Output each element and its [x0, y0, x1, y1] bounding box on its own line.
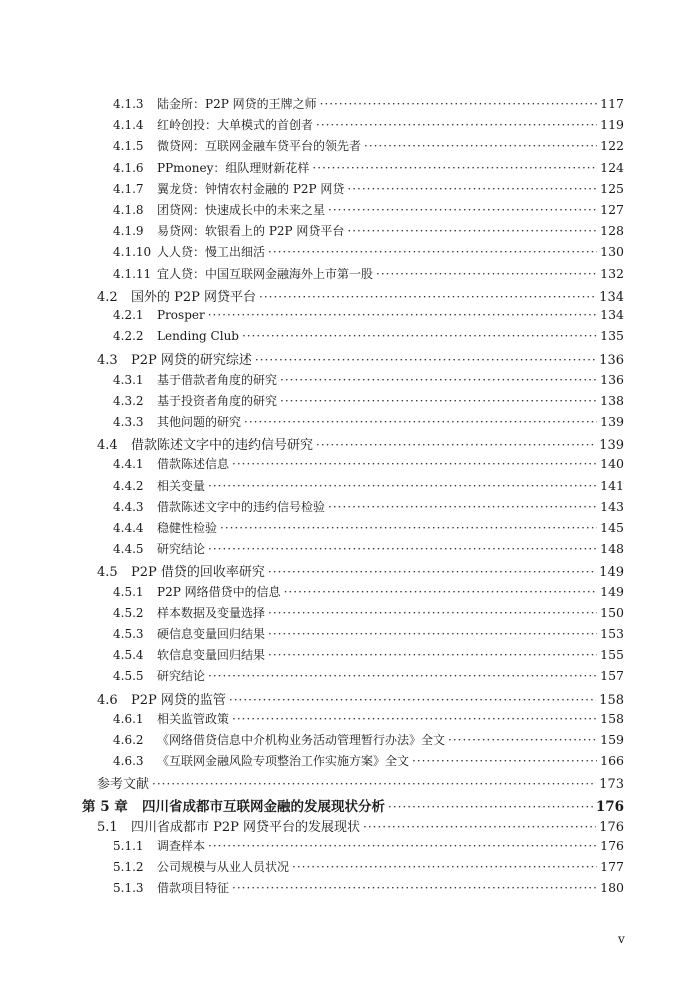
- toc-entry[interactable]: [113, 265, 624, 283]
- toc-entry-page: 136: [600, 371, 624, 387]
- toc-leader-dots: [312, 161, 597, 175]
- toc-entry[interactable]: [113, 477, 624, 495]
- toc-entry-number: 4.3: [97, 353, 118, 369]
- toc-leader-dots: [152, 777, 596, 791]
- toc-entry[interactable]: [113, 519, 624, 537]
- toc-entry-title: 研究结论: [157, 542, 206, 557]
- toc-entry-number: 4.3.1: [113, 372, 144, 387]
- toc-entry-title: 红岭创投：大单模式的首创者: [157, 118, 314, 133]
- toc-entry-number: 5.1.3: [113, 881, 144, 896]
- toc-entry-title: P2P 网贷的监管: [131, 692, 226, 708]
- toc-leader-dots: [347, 182, 597, 196]
- toc-entry[interactable]: [113, 540, 624, 558]
- toc-entry-number: 4.6.1: [113, 711, 144, 726]
- toc-entry-page: 150: [600, 604, 624, 620]
- toc-entry-number: 4.4: [97, 438, 118, 454]
- toc-entry-title: 借款陈述文字中的违约信号研究: [131, 438, 314, 454]
- toc-entry-number: 4.1.4: [113, 118, 144, 133]
- toc-entry-title: 基于投资者角度的研究: [157, 393, 278, 408]
- toc-leader-dots: [244, 415, 597, 429]
- toc-entry-number: 4.1.6: [113, 160, 144, 175]
- toc-entry-number: 4.5.2: [113, 605, 144, 620]
- toc-entry[interactable]: [113, 455, 624, 473]
- toc-entry[interactable]: [113, 710, 624, 728]
- toc-entry[interactable]: [113, 583, 624, 601]
- toc-entry-number: 4.6.3: [113, 754, 144, 769]
- toc-entry-title: 借款项目特征: [157, 881, 230, 896]
- toc-entry-title: Lending Club: [157, 329, 239, 344]
- toc-entry-title: 相关变量: [157, 478, 206, 493]
- toc-leader-dots: [388, 800, 593, 814]
- toc-leader-dots: [255, 353, 596, 367]
- toc-entry[interactable]: [97, 286, 624, 304]
- toc-leader-dots: [280, 394, 597, 408]
- toc-entry-number: 4.5.1: [113, 584, 144, 599]
- toc-entry-title: 调查样本: [157, 839, 206, 853]
- toc-entry-title: P2P 网络借贷中的信息: [157, 584, 281, 599]
- toc-entry-number: 4.5: [97, 565, 118, 581]
- toc-leader-dots: [268, 648, 597, 662]
- toc-entry-number: 4.4.4: [113, 521, 144, 535]
- toc-entry-page: 159: [600, 732, 624, 747]
- toc-leader-dots: [208, 542, 597, 556]
- toc-entry-page: 141: [600, 477, 624, 493]
- toc-entry-page: 127: [600, 202, 624, 217]
- toc-leader-dots: [316, 438, 596, 452]
- toc-entry-number: 4.5.4: [113, 648, 144, 663]
- toc-entry-title: 微贷网：互联网金融车贷平台的领先者: [157, 139, 362, 154]
- toc-leader-dots: [328, 203, 597, 217]
- toc-leader-dots: [347, 224, 597, 238]
- toc-entry[interactable]: [97, 689, 624, 707]
- toc-entry[interactable]: [113, 858, 624, 876]
- toc-leader-dots: [448, 733, 597, 747]
- toc-entry-title: 翼龙贷：钟情农村金融的 P2P 网贷: [157, 181, 345, 196]
- toc-entry[interactable]: [113, 604, 624, 622]
- toc-entry[interactable]: [113, 243, 624, 261]
- toc-leader-dots: [208, 839, 597, 853]
- toc-entry-title: 国外的 P2P 网贷平台: [131, 289, 257, 305]
- toc-leader-dots: [268, 627, 597, 641]
- toc-leader-dots: [320, 97, 598, 111]
- toc-entry-title: 基于借款者角度的研究: [157, 372, 278, 387]
- toc-entry-page: 158: [600, 710, 624, 726]
- toc-entry-page: 148: [600, 541, 624, 557]
- toc-entry-number: 4.6.2: [113, 733, 144, 747]
- toc-leader-dots: [229, 693, 596, 707]
- toc-entry[interactable]: [113, 222, 624, 240]
- toc-entry-page: 139: [600, 414, 624, 429]
- toc-entry[interactable]: [113, 201, 624, 219]
- toc-entry-number: 4.5.5: [113, 669, 144, 684]
- toc-entry-page: 166: [600, 753, 624, 769]
- toc-entry-title: Prosper: [157, 308, 205, 322]
- toc-entry-number: 5.1.2: [113, 860, 144, 875]
- toc-entry[interactable]: [113, 328, 624, 346]
- toc-entry-number: 4.1.3: [113, 97, 144, 111]
- toc-entry-title: 借款陈述信息: [157, 457, 230, 472]
- toc-leader-dots: [292, 860, 597, 874]
- toc-entry-number: 5.1.1: [113, 839, 144, 853]
- toc-entry-page: 134: [600, 307, 624, 322]
- toc-leader-dots: [284, 585, 598, 599]
- toc-entry-page: 158: [599, 692, 624, 708]
- toc-leader-dots: [220, 521, 597, 535]
- toc-leader-dots: [280, 373, 597, 387]
- toc-entry[interactable]: [97, 773, 624, 791]
- toc-entry[interactable]: [113, 667, 624, 685]
- toc-entry-page: 122: [600, 138, 624, 154]
- toc-entry[interactable]: [113, 625, 624, 643]
- toc-entry-title: 陆金所：P2P 网贷的王牌之师: [157, 97, 317, 111]
- toc-entry[interactable]: [113, 879, 624, 897]
- toc-leader-dots: [412, 754, 597, 768]
- toc-entry-number: 4.6: [97, 692, 118, 708]
- toc-entry-number: 4.1.11: [113, 266, 152, 281]
- toc-entry[interactable]: [113, 646, 624, 664]
- toc-leader-dots: [376, 267, 597, 281]
- toc-entry-title: 四川省成都市互联网金融的发展现状分析: [142, 798, 385, 815]
- toc-entry-title: 宜人贷：中国互联网金融海外上市第一股: [157, 266, 374, 281]
- toc-entry-page: 117: [600, 96, 624, 111]
- toc-entry-page: 176: [600, 838, 624, 853]
- toc-entry-title: P2P 借贷的回收率研究: [131, 565, 265, 581]
- toc-entry[interactable]: [113, 307, 624, 325]
- toc-entry-number: 4.4.3: [113, 499, 144, 514]
- toc-entry[interactable]: [97, 816, 624, 834]
- toc-entry-page: 157: [600, 668, 624, 684]
- toc-entry[interactable]: [82, 795, 624, 813]
- toc-entry-page: 134: [599, 289, 624, 305]
- toc-entry-title: 《互联网金融风险专项整治工作实施方案》全文: [157, 754, 410, 769]
- toc-entry-title: 《网络借贷信息中介机构业务活动管理暂行办法》全文: [157, 733, 446, 747]
- toc-entry-title: 其他问题的研究: [157, 415, 242, 429]
- toc-entry-number: 4.1.10: [113, 245, 152, 260]
- toc-entry-page: 139: [599, 438, 624, 454]
- toc-entry-title: 硬信息变量回归结果: [157, 627, 266, 641]
- toc-entry-number: 4.1.8: [113, 203, 144, 217]
- toc-entry-number: 5.1: [97, 819, 118, 835]
- toc-entry-page: 180: [600, 880, 624, 896]
- toc-entry-page: 135: [600, 328, 624, 344]
- toc-leader-dots: [208, 308, 597, 322]
- toc-entry-number: 4.4.5: [113, 542, 144, 557]
- toc-entry[interactable]: [113, 180, 624, 198]
- toc-entry-number: 4.5.3: [113, 627, 144, 641]
- toc-entry[interactable]: [113, 116, 624, 134]
- toc-entry-page: 119: [600, 117, 624, 133]
- toc-entry[interactable]: [113, 752, 624, 770]
- toc-entry-page: 136: [599, 353, 624, 369]
- toc-leader-dots: [363, 820, 596, 834]
- toc-entry[interactable]: [113, 498, 624, 516]
- toc-entry-number: 4.4.2: [113, 478, 144, 493]
- toc-entry-title: 相关监管政策: [157, 711, 230, 726]
- toc-entry-number: 4.2.2: [113, 329, 144, 344]
- toc-entry-page: 155: [600, 647, 624, 663]
- toc-entry-page: 145: [600, 520, 624, 535]
- page-number: v: [618, 932, 625, 946]
- toc-entry-page: 149: [599, 565, 624, 581]
- toc-entry[interactable]: [113, 159, 624, 177]
- toc-entry-number: 4.2: [97, 289, 118, 305]
- toc-entry-page: 143: [600, 498, 624, 514]
- toc-entry-page: 176: [595, 798, 624, 815]
- toc-entry-number: 4.1.9: [113, 224, 144, 239]
- toc-leader-dots: [242, 329, 597, 343]
- toc-entry[interactable]: [113, 837, 624, 855]
- toc-entry-number: 4.1.7: [113, 181, 144, 196]
- toc-entry-title: 易贷网：软银看上的 P2P 网贷平台: [157, 224, 345, 239]
- toc-entry-title: 人人贷：慢工出细活: [157, 245, 266, 260]
- toc-entry-title: 借款陈述文字中的违约信号检验: [157, 499, 326, 514]
- toc-entry-page: 124: [600, 159, 624, 175]
- toc-entry[interactable]: [113, 371, 624, 389]
- toc-entry-title: 稳健性检验: [157, 521, 218, 535]
- toc-entry[interactable]: [113, 137, 624, 155]
- toc-leader-dots: [364, 139, 597, 153]
- toc-entry-title: 公司规模与从业人员状况: [157, 860, 290, 875]
- toc-entry-page: 173: [599, 777, 624, 793]
- toc-entry-page: 132: [600, 265, 624, 281]
- toc-leader-dots: [259, 290, 596, 304]
- toc-entry[interactable]: [113, 95, 624, 113]
- toc-entry-page: 140: [600, 456, 624, 472]
- toc-entry-number: 4.3.2: [113, 393, 144, 408]
- toc-entry-title: 样本数据及变量选择: [157, 605, 266, 620]
- toc-entry-page: 176: [599, 819, 624, 835]
- toc-entry[interactable]: [97, 349, 624, 367]
- toc-leader-dots: [268, 606, 597, 620]
- toc-entry-number: 4.4.1: [113, 457, 144, 472]
- toc-entry[interactable]: [113, 392, 624, 410]
- toc-entry-title: 软信息变量回归结果: [157, 648, 266, 663]
- toc-leader-dots: [316, 118, 597, 132]
- toc-leader-dots: [232, 457, 597, 471]
- toc-entry-title: 参考文献: [97, 777, 150, 793]
- toc-entry-page: 130: [600, 244, 624, 260]
- toc-entry-title: PPmoney：组队理财新花样: [157, 160, 310, 175]
- toc-entry-number: 第 5 章: [82, 798, 128, 815]
- toc-entry-page: 138: [600, 392, 624, 408]
- toc-entry-number: 4.3.3: [113, 415, 144, 429]
- toc-entry-number: 4.2.1: [113, 308, 144, 322]
- toc-entry-page: 177: [600, 859, 624, 875]
- toc-leader-dots: [208, 479, 597, 493]
- toc-entry-title: 四川省成都市 P2P 网贷平台的发展现状: [131, 819, 361, 835]
- toc-entry[interactable]: [113, 731, 624, 749]
- toc-entry-page: 128: [600, 223, 624, 239]
- toc-entry[interactable]: [113, 413, 624, 431]
- toc-leader-dots: [208, 669, 597, 683]
- toc-leader-dots: [268, 245, 597, 259]
- toc-entry[interactable]: [97, 561, 624, 579]
- toc-entry[interactable]: [97, 434, 624, 452]
- toc-leader-dots: [232, 881, 597, 895]
- toc-entry-title: 研究结论: [157, 669, 206, 684]
- toc-entry-title: 团贷网：快速成长中的未来之星: [157, 203, 326, 217]
- toc-entry-number: 4.1.5: [113, 139, 144, 154]
- toc-entry-title: P2P 网贷的研究综述: [131, 353, 252, 369]
- toc-entry-page: 125: [600, 180, 624, 196]
- toc-entry-page: 149: [600, 583, 624, 599]
- toc-leader-dots: [268, 565, 596, 579]
- toc-leader-dots: [232, 712, 597, 726]
- toc-entry-page: 153: [600, 626, 624, 641]
- toc-leader-dots: [328, 500, 597, 514]
